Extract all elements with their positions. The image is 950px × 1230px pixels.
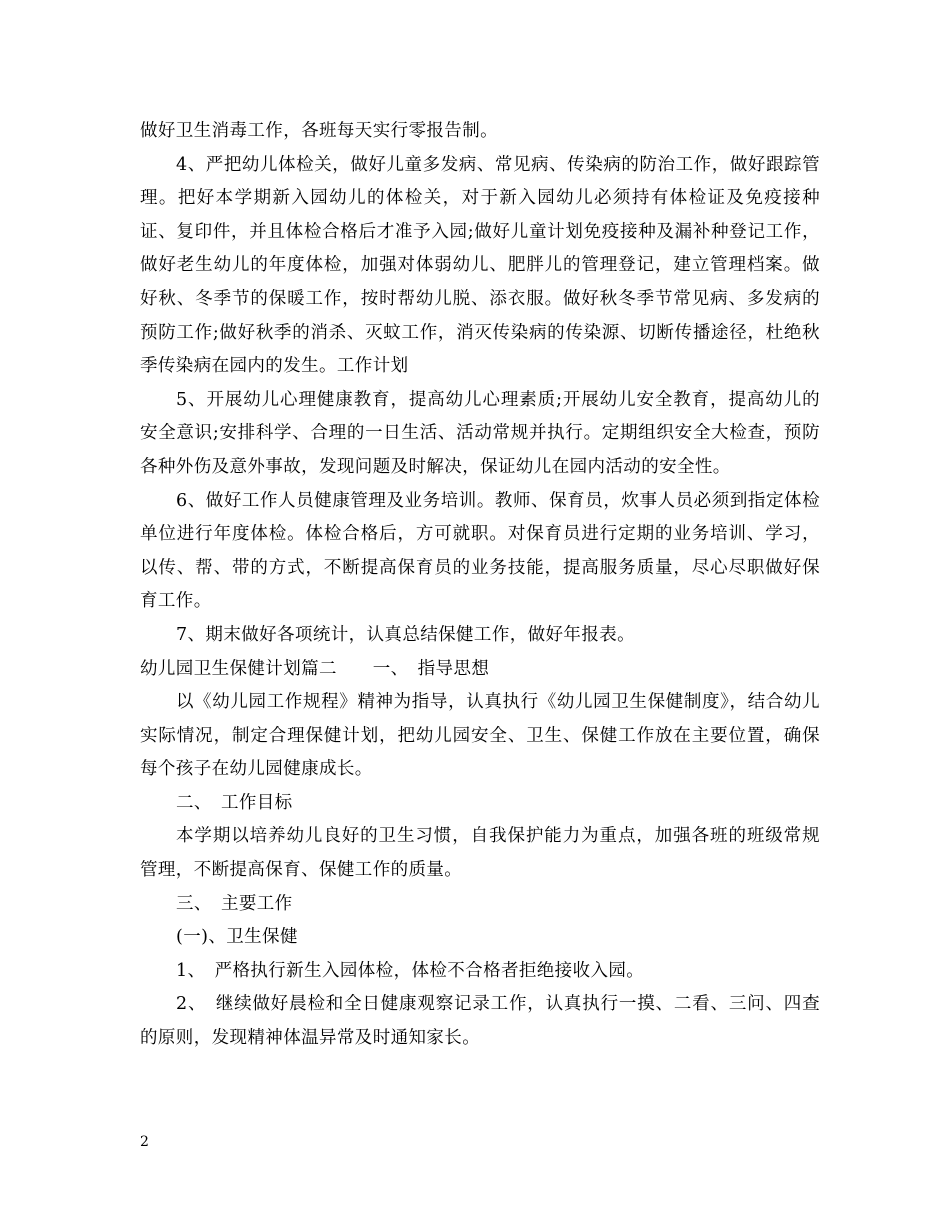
document-body xyxy=(140,115,820,1056)
subsection-heading-health-care: (一)、卫生保健 xyxy=(176,927,298,948)
section-heading-part-two: 幼儿园卫生保健计划篇二 一、 指导思想 xyxy=(140,658,490,679)
paragraph-guiding-thought: 以《幼儿园工作规程》精神为指导，认真执行《幼儿园卫生保健制度》，结合幼儿实际情况，制定合理保健计划，把幼儿园安全、卫生、保健工作放在主要位置，确保每个孩子在幼儿园健康成长。 xyxy=(140,692,820,780)
paragraph-health-item-2: 2、 继续做好晨检和全日健康观察记录工作，认真执行一摸、二看、三问、四查的原则，发现精神体温异常及时通知家长。 xyxy=(140,994,820,1049)
paragraph-disinfection: 做好卫生消毒工作，各班每天实行零报告制。 xyxy=(140,121,498,141)
section-heading-goals: 二、 工作目标 xyxy=(176,792,293,813)
paragraph-health-item-1: 1、 严格执行新生入园体检，体检不合格者拒绝接收入园。 xyxy=(176,960,645,981)
paragraph-goals: 本学期以培养幼儿良好的卫生习惯，自我保护能力为重点，加强各班的班级常规管理，不断提高保育、保健工作的质量。 xyxy=(140,826,820,881)
page-number: 2 xyxy=(140,1134,149,1150)
paragraph-item-4: 4、严把幼儿体检关，做好儿童多发病、常见病、传染病的防治工作，做好跟踪管理。把好本学期新入园幼儿的体检关，对于新入园幼儿必须持有体检证及免疫接种证、复印件，并且体检合格后才准予入园;做好儿童计划免疫接种及漏补种登记工作，做好老生幼儿的年度体检，加强对体弱幼儿、肥胖儿的管理登记，建立管理档案。做好秋、冬季节的保暖工作，按时帮幼儿脱、添衣服。做好秋冬季节常见病、多发病的预防工作;做好秋季的消杀、灭蚊工作，消灭传染病的传染源、切断传播途径，杜绝秋季传染病在园内的发生。工作计划 xyxy=(140,154,820,377)
paragraph-item-5: 5、开展幼儿心理健康教育，提高幼儿心理素质;开展幼儿安全教育，提高幼儿的安全意识;安排科学、合理的一日生活、活动常规并执行。定期组织安全大检查，预防各种外伤及意外事故，发现问题及时解决，保证幼儿在园内活动的安全性。 xyxy=(140,389,820,477)
paragraph-item-7: 7、期末做好各项统计，认真总结保健工作，做好年报表。 xyxy=(176,624,636,645)
section-heading-main-work: 三、 主要工作 xyxy=(176,893,293,914)
paragraph-item-6: 6、做好工作人员健康管理及业务培训。教师、保育员，炊事人员必须到指定体检单位进行年度体检。体检合格后，方可就职。对保育员进行定期的业务培训、学习，以传、帮、带的方式，不断提高保育员的业务技能，提高服务质量，尽心尽职做好保育工作。 xyxy=(140,490,820,612)
